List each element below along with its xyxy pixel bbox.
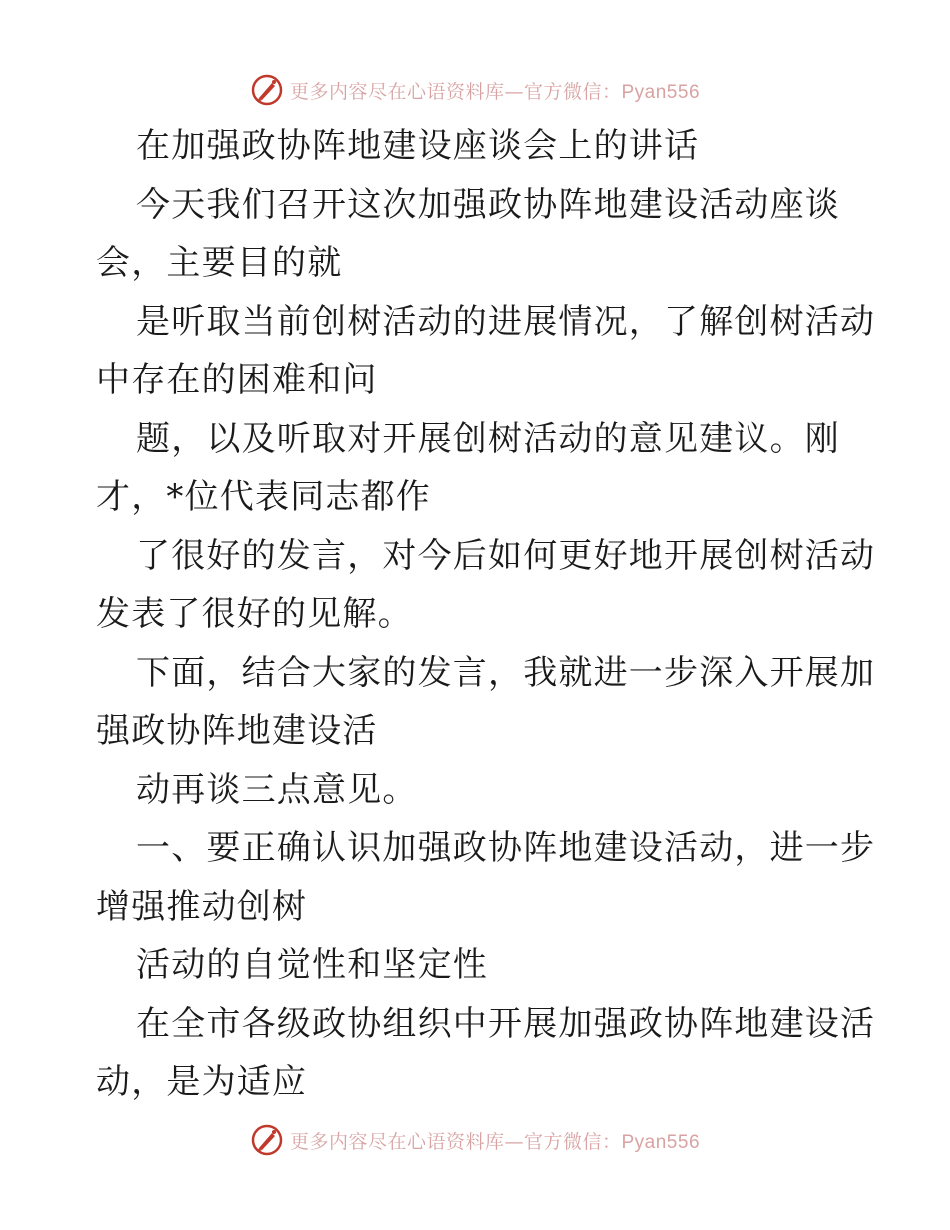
- header-banner-text: [290, 77, 700, 104]
- header-wechat-id: Pyan556: [621, 81, 701, 103]
- footer-banner-title: 更多内容尽在心语资料库: [289, 1130, 505, 1153]
- text-line: 中存在的困难和问: [96, 360, 378, 400]
- pen-logo-icon: [250, 1123, 284, 1157]
- text-line: 今天我们召开这次加强政协阵地建设活动座谈: [136, 184, 840, 225]
- header-banner: [0, 70, 950, 110]
- text-line: 动再谈三点意见。: [136, 769, 418, 810]
- text-line: 强政协阵地建设活: [96, 711, 378, 751]
- footer-banner-separator: —: [504, 1130, 524, 1153]
- text-line: 下面，结合大家的发言，我就进一步深入开展加: [136, 652, 876, 693]
- text-line: 会，主要目的就: [96, 243, 343, 283]
- footer-banner-text: [290, 1127, 700, 1154]
- footer-wechat-label: 官方微信：: [523, 1130, 622, 1153]
- footer-wechat-id: Pyan556: [621, 1131, 701, 1153]
- text-line: 动，是为适应: [96, 1062, 308, 1102]
- footer-banner: [0, 1120, 950, 1160]
- section-heading-line: 活动的自觉性和坚定性: [136, 945, 488, 985]
- text-line: 题，以及听取对开展创树活动的意见建议。刚: [136, 418, 840, 459]
- text-line: 了很好的发言，对今后如何更好地开展创树活动: [136, 535, 876, 576]
- header-banner-separator: —: [504, 80, 524, 103]
- section-heading-line: 增强推动创树: [96, 886, 308, 927]
- pen-logo-icon: [250, 73, 284, 107]
- header-wechat-label: 官方微信：: [523, 80, 622, 103]
- text-line: 才，*位代表同志都作: [96, 477, 431, 517]
- header-banner-title: 更多内容尽在心语资料库: [289, 80, 505, 103]
- text-line: 在全市各级政协组织中开展加强政协阵地建设活: [136, 1003, 876, 1044]
- text-line: 是听取当前创树活动的进展情况，了解创树活动: [136, 301, 876, 342]
- section-heading-line: 一、要正确认识加强政协阵地建设活动，进一步: [136, 828, 876, 868]
- document-title: 在加强政协阵地建设座谈会上的讲话: [136, 126, 700, 166]
- text-line: 发表了很好的见解。: [96, 594, 413, 634]
- document-body: [96, 117, 876, 1112]
